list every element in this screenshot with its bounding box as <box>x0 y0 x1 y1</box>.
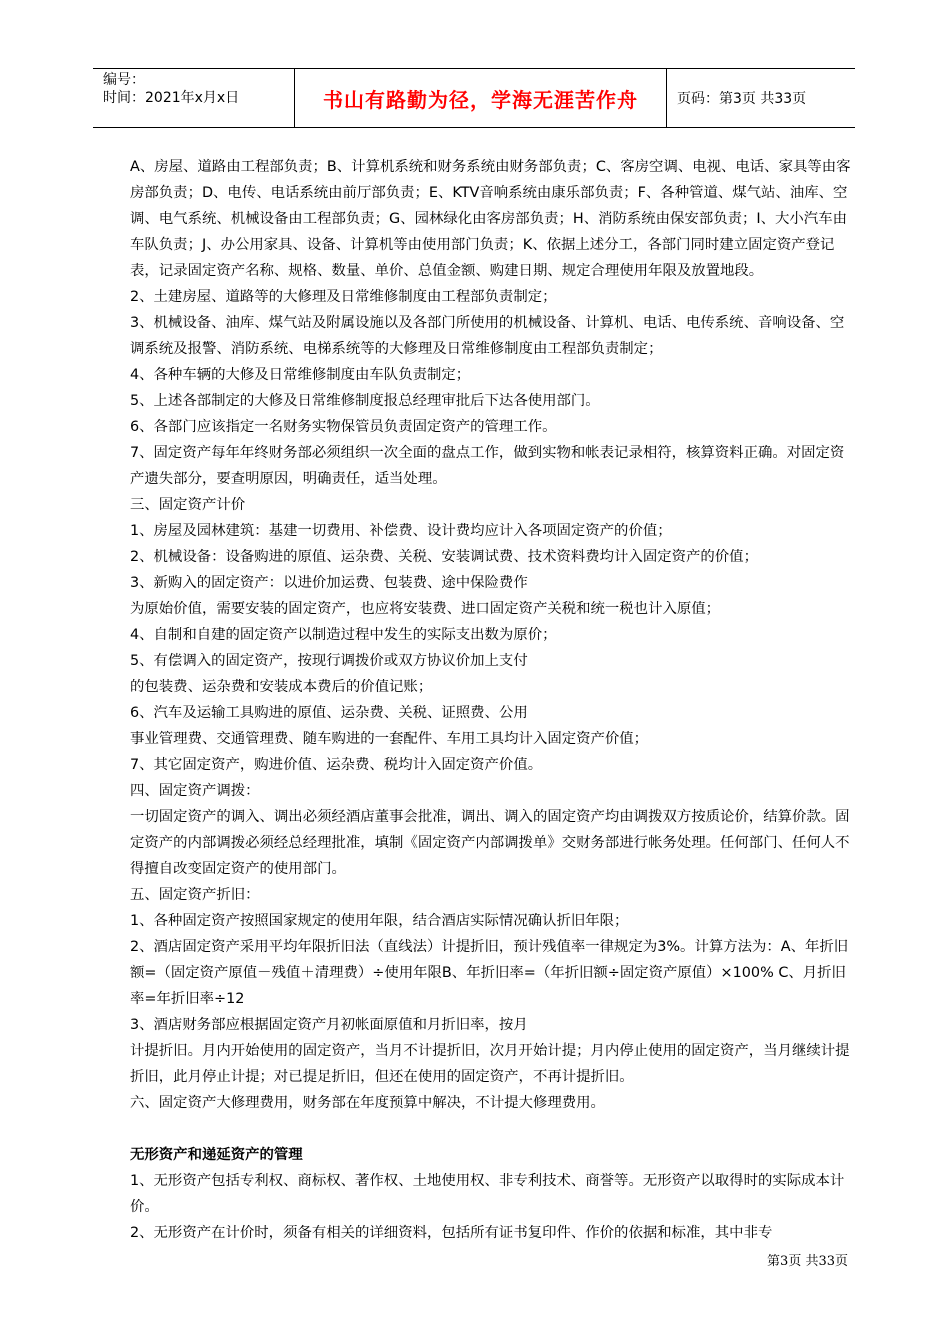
paragraph: 3、新购入的固定资产：以进价加运费、包装费、途中保险费作 <box>130 575 528 591</box>
paragraph: 6、各部门应该指定一名财务实物保管员负责固定资产的管理工作。 <box>130 419 557 435</box>
paragraph: 六、固定资产大修理费用，财务部在年度预算中解决，不计提大修理费用。 <box>130 1095 605 1111</box>
paragraph: 5、有偿调入的固定资产，按现行调拨价或双方协议价加上支付 <box>130 653 528 669</box>
paragraph: 2、无形资产在计价时，须备有相关的详细资料，包括所有证书复印件、作价的依据和标准，其中非专 <box>130 1225 773 1241</box>
paragraph: 计提折旧。月内开始使用的固定资产，当月不计提折旧，次月开始计提；月内停止使用的固定资产，当月继续计提折旧，此月停止计提；对已提足折旧，但还在使用的固定资产，不再计提折旧。 <box>130 1043 850 1085</box>
document-body <box>130 154 855 1246</box>
paragraph: 2、土建房屋、道路等的大修理及日常维修制度由工程部负责制定； <box>130 289 557 305</box>
section-heading: 无形资产和递延资产的管理 <box>130 1147 303 1163</box>
paragraph: 3、酒店财务部应根据固定资产月初帐面原值和月折旧率，按月 <box>130 1017 528 1033</box>
paragraph: 1、无形资产包括专利权、商标权、著作权、土地使用权、非专利技术、商誉等。无形资产以取得时的实际成本计价。 <box>130 1173 845 1215</box>
paragraph: 5、上述各部制定的大修及日常维修制度报总经理审批后下达各使用部门。 <box>130 393 600 409</box>
paragraph: 7、其它固定资产，购进价值、运杂费、税均计入固定资产价值。 <box>130 757 543 773</box>
footer-page-number: 第3页 共33页 <box>767 1254 848 1269</box>
paragraph: 7、固定资产每年年终财务部必须组织一次全面的盘点工作，做到实物和帐表记录相符，核算资料正确。对固定资产遗失部分，要查明原因，明确责任，适当处理。 <box>130 445 845 487</box>
paragraph-gap <box>130 1116 855 1142</box>
paragraph: 4、自制和自建的固定资产以制造过程中发生的实际支出数为原价； <box>130 627 557 643</box>
paragraph: 四、固定资产调拨： <box>130 783 260 799</box>
paragraph: 五、固定资产折旧： <box>130 887 260 903</box>
document-time-label: 时间：2021年x月x日 <box>103 90 240 106</box>
paragraph: 4、各种车辆的大修及日常维修制度由车队负责制定； <box>130 367 471 383</box>
paragraph: 1、房屋及园林建筑：基建一切费用、补偿费、设计费均应计入各项固定资产的价值； <box>130 523 672 539</box>
paragraph: 1、各种固定资产按照国家规定的使用年限，结合酒店实际情况确认折旧年限； <box>130 913 629 929</box>
paragraph: A、房屋、道路由工程部负责；B、计算机系统和财务系统由财务部负责；C、客房空调、电视、电话、家具等由客房部负责；D、电传、电话系统由前厅部负责；E、KTV音响系统由康乐部负责；F、各种管道、煤气站、油库、空调、电气系统、机械设备由工程部负责；G、园林绿化由客房部负责；H、消防系统由保安部负责；I、大小汽车由车队负责；J、办公用家具、设备、计算机等由使用部门负责；K、依据上述分工，各部门同时建立固定资产登记表，记录固定资产名称、规格、数量、单价、总值金额、购建日期、规定合理使用年限及放置地段。 <box>130 159 851 279</box>
document-number-label: 编号： <box>103 72 145 88</box>
paragraph: 6、汽车及运输工具购进的原值、运杂费、关税、证照费、公用 <box>130 705 528 721</box>
paragraph: 三、固定资产计价 <box>130 497 246 513</box>
paragraph: 事业管理费、交通管理费、随车购进的一套配件、车用工具均计入固定资产价值； <box>130 731 649 747</box>
header-motto: 书山有路勤为径，学海无涯苦作舟 <box>295 69 667 127</box>
paragraph: 3、机械设备、油库、煤气站及附属设施以及各部门所使用的机械设备、计算机、电话、电传系统、音响设备、空调系统及报警、消防系统、电梯系统等的大修理及日常维修制度由工程部负责制定； <box>130 315 845 357</box>
paragraph: 的包装费、运杂费和安装成本费后的价值记账； <box>130 679 433 695</box>
header-page-number: 页码：第3页 共33页 <box>677 91 807 107</box>
header-meta <box>93 69 295 127</box>
paragraph: 2、酒店固定资产采用平均年限折旧法（直线法）计提折旧，预计残值率一律规定为3%。计算方法为：A、年折旧额=（固定资产原值－残值＋清理费）÷使用年限B、年折旧率=（年折旧额÷固定资产原值）×100% C、月折旧率=年折旧率÷12 <box>130 939 849 1007</box>
paragraph: 为原始价值，需要安装的固定资产，也应将安装费、进口固定资产关税和统一税也计入原值； <box>130 601 721 617</box>
paragraph: 2、机械设备：设备购进的原值、运杂费、关税、安装调试费、技术资料费均计入固定资产的价值； <box>130 549 758 565</box>
paragraph: 一切固定资产的调入、调出必须经酒店董事会批准，调出、调入的固定资产均由调拨双方按质论价，结算价款。固定资产的内部调拨必须经总经理批准，填制《固定资产内部调拨单》交财务部进行帐务处理。任何部门、任何人不得擅自改变固定资产的使用部门。 <box>130 809 850 877</box>
page-header <box>93 68 855 128</box>
